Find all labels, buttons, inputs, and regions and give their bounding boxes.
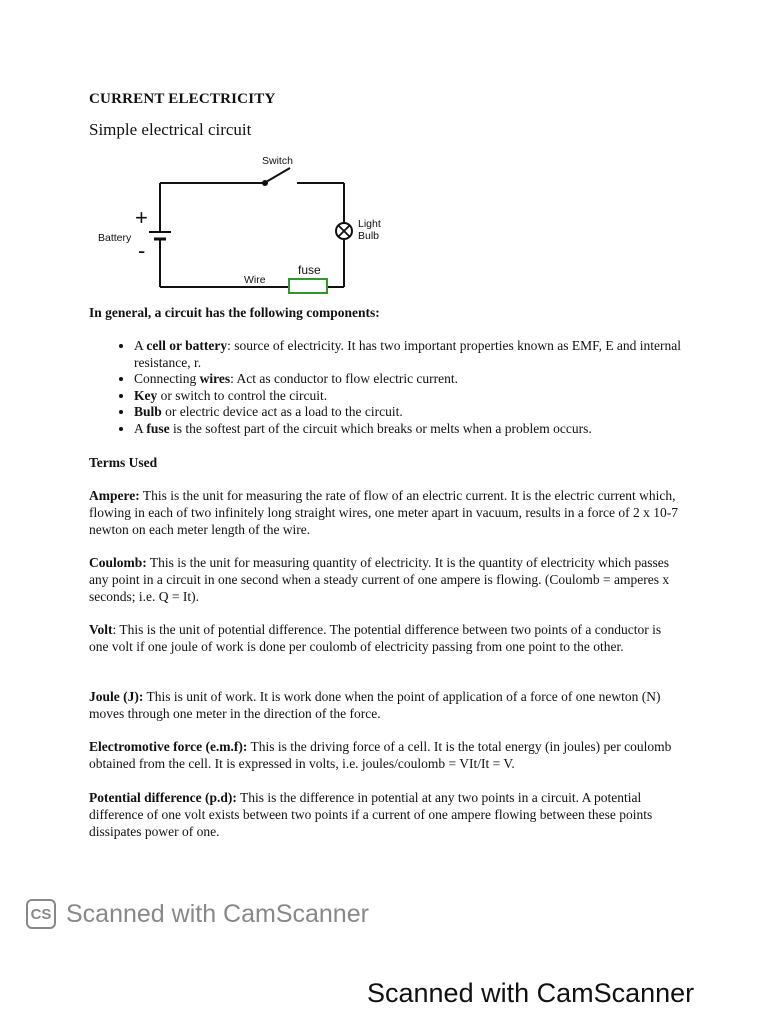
component-term: Bulb <box>134 404 162 419</box>
switch-lever <box>266 168 290 182</box>
camscanner-footer-text: Scanned with CamScanner <box>367 978 695 1008</box>
term-definition <box>89 555 679 605</box>
component-description: or switch to control the circuit. <box>157 387 328 403</box>
component-item <box>134 404 724 421</box>
battery-label: Battery <box>98 232 132 244</box>
term-definition <box>89 790 679 840</box>
term-name: Ampere: <box>89 488 140 503</box>
wire-label: Wire <box>244 274 266 286</box>
term-name: Electromotive force (e.m.f): <box>89 739 248 754</box>
term-text: : This is the unit of potential difference. The potential difference between two points of a conductor is one volt if one joule of work is done per coulomb of electricity passing from one point to the other. <box>89 622 662 654</box>
component-item <box>134 421 724 438</box>
switch-label: Switch <box>262 155 293 167</box>
term-definition <box>89 488 679 538</box>
term-text: This is unit of work. It is work done when the point of application of a force of one newton (N) moves through one meter in the direction of the force. <box>89 689 661 721</box>
component-term: fuse <box>146 420 170 436</box>
component-term: wires <box>199 371 231 386</box>
term-text: This is the unit for measuring the rate of flow of an electric current. It is the electric current which, flowing in each of two infinitely long straight wires, one meter apart in vacuum, results in a force of 2 x 10-7 newton on each meter length of the wire. <box>89 488 678 537</box>
term-text: This is the difference in potential at any two points in a circuit. A potential difference of one volt exists between two points if a current of one ampere flowing between these points dissipates power of one. <box>89 790 653 839</box>
terms-heading: Terms Used <box>89 455 158 470</box>
component-description: or electric device act as a load to the circuit. <box>161 404 403 419</box>
components-list <box>112 338 724 437</box>
component-description: is the softest part of the circuit which breaks or melts when a problem occurs. <box>169 420 592 436</box>
component-item <box>134 371 724 388</box>
term-definition <box>89 689 679 723</box>
bulb-label-line2: Bulb <box>358 230 380 242</box>
bulb-label-line1: Light <box>358 218 381 230</box>
component-prefix: A <box>134 420 147 436</box>
component-description: : Act as conductor to flow electric current. <box>230 371 459 386</box>
circuit-diagram <box>0 0 768 300</box>
term-name: Joule (J): <box>89 689 144 704</box>
component-prefix: A <box>134 338 147 353</box>
component-term: Key <box>134 387 158 403</box>
battery-minus-sign: - <box>138 238 146 263</box>
fuse-label: fuse <box>298 263 321 277</box>
page-title: CURRENT ELECTRICITY <box>89 91 276 107</box>
component-term: cell or battery <box>146 338 228 353</box>
term-name: Coulomb: <box>89 555 147 570</box>
camscanner-watermark-text: Scanned with CamScanner <box>66 899 369 928</box>
term-text: This is the driving force of a cell. It is the total energy (in joules) per coulomb obtained from the cell. It is expressed in volts, i.e. joules/coulomb = VIt/It = V. <box>89 739 672 771</box>
page-subtitle: Simple electrical circuit <box>89 120 252 139</box>
camscanner-logo-icon: CS <box>26 899 56 929</box>
components-heading: In general, a circuit has the following components: <box>89 305 380 320</box>
component-prefix: Connecting <box>134 371 200 386</box>
component-description: : source of electricity. It has two important properties known as EMF, E and internal resistance, r. <box>134 338 682 370</box>
term-definition <box>89 739 679 773</box>
term-text: This is the unit for measuring quantity of electricity. It is the quantity of electricity which passes any point in a circuit in one second when a steady current of one ampere is flowing. (Coulomb = amperes x seconds; i.e. Q = It). <box>89 555 670 604</box>
term-name: Volt <box>89 622 113 637</box>
battery-plus-sign: + <box>135 205 148 230</box>
component-item <box>134 388 724 405</box>
switch-pivot <box>262 180 268 186</box>
fuse-symbol <box>289 279 327 293</box>
term-definition <box>89 622 679 656</box>
component-item <box>134 338 724 371</box>
term-name: Potential difference (p.d): <box>89 790 237 805</box>
camscanner-watermark <box>26 899 369 929</box>
